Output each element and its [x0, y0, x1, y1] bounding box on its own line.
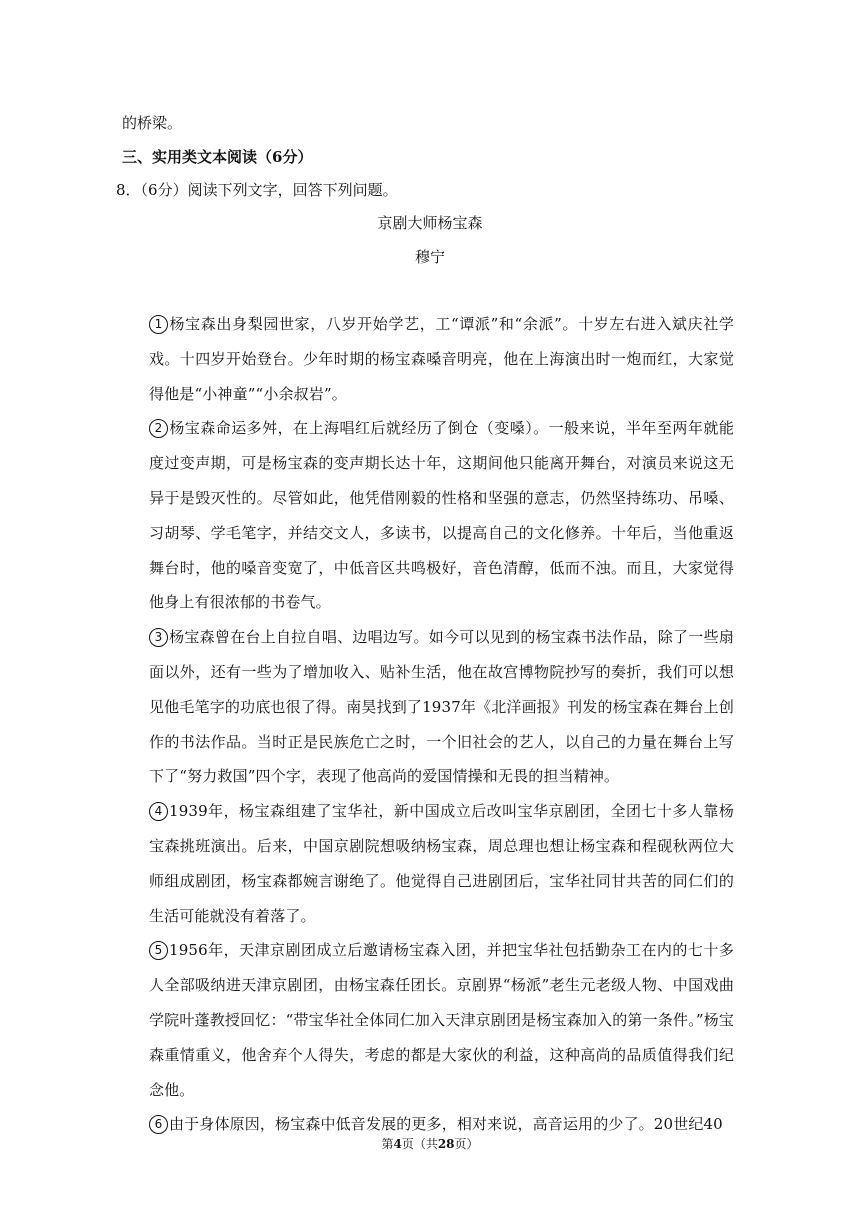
article-author: 穆宁 [414, 248, 445, 266]
paragraph-4 [149, 794, 734, 933]
paragraph-text: 杨宝森出身梨园世家，八岁开始学艺，工“谭派”和“余派”。十岁左右进入斌庆社学戏。十四岁开始登台。少年时期的杨宝森嗓音明亮，他在上海演出时一炮而红，大家觉得他是“小神童”“小余叔岩”。 [149, 315, 734, 403]
paragraph-text: 由于身体原因，杨宝森中低音发展的更多，相对来说，高音运用的少了。20世纪40 [169, 1115, 723, 1134]
footer-total-pages: 28 [437, 1137, 455, 1151]
paragraph-text: 1939年，杨宝森组建了宝华社，新中国成立后改叫宝华京剧团，全团七十多人靠杨宝森挑班演出。后来，中国京剧院想吸纳杨宝森，周总理也想让杨宝森和程砚秋两位大师组成剧团，杨宝森都婉言谢绝了。他觉得自己进剧团后，宝华社同甘共苦的同仁们的生活可能就没有着落了。 [149, 802, 734, 925]
paragraph-3 [149, 620, 734, 794]
previous-text-fragment: 的桥梁。 [122, 114, 183, 132]
paragraph-text: 杨宝森曾在台上自拉自唱、边唱边写。如今可以见到的杨宝森书法作品，除了一些扇面以外，还有一些为了增加收入、贴补生活，他在故宫博物院抄写的奏折，我们可以想见他毛笔字的功底也很了得。南昊找到了1937年《北洋画报》刊发的杨宝森在舞台上创作的书法作品。当时正是民族危亡之时，一个旧社会的艺人，以自己的力量在舞台上写下了“努力救国”四个字，表现了他高尚的爱国情操和无畏的担当精神。 [149, 628, 734, 786]
question-prompt: 8．（6分）阅读下列文字，回答下列问题。 [116, 181, 398, 199]
paragraph-number: 6 [149, 1115, 168, 1134]
page-footer [0, 1136, 860, 1152]
article-body [149, 307, 734, 1142]
footer-page-number: 4 [393, 1137, 402, 1151]
paragraph-text: 1956年，天津京剧团成立后邀请杨宝森入团，并把宝华社包括勤杂工在内的七十多人全部吸纳进天津京剧团，由杨宝森任团长。京剧界“杨派”老生元老级人物、中国戏曲学院叶蓬教授回忆：“带宝华社全体同仁加入天津京剧团是杨宝森加入的第一条件。”杨宝森重情重义，他舍弃个人得失，考虑的都是大家伙的利益，这种高尚的品质值得我们纪念他。 [149, 941, 734, 1099]
paragraph-1 [149, 307, 734, 411]
paragraph-number: 1 [149, 315, 168, 334]
footer-suffix: 页） [454, 1137, 479, 1151]
article-title: 京剧大师杨宝森 [377, 214, 483, 232]
section-heading: 三、实用类文本阅读（6分） [122, 148, 313, 166]
paragraph-number: 2 [149, 419, 168, 438]
paragraph-5 [149, 933, 734, 1107]
paragraph-2 [149, 411, 734, 620]
footer-mid: 页（共 [401, 1137, 438, 1151]
paragraph-text: 杨宝森命运多舛，在上海唱红后就经历了倒仓（变嗓）。一般来说，半年至两年就能度过变声期，可是杨宝森的变声期长达十年，这期间他只能离开舞台，对演员来说这无异于是毁灭性的。尽管如此，他凭借刚毅的性格和坚强的意志，仍然坚持练功、吊嗓、习胡琴、学毛笔字，并结交文人，多读书，以提高自己的文化修养。十年后，当他重返舞台时，他的嗓音变宽了，中低音区共鸣极好，音色清醇，低而不浊。而且，大家觉得他身上有很浓郁的书卷气。 [149, 419, 734, 612]
paragraph-number: 4 [149, 802, 168, 821]
footer-prefix: 第 [381, 1137, 394, 1151]
paragraph-number: 3 [149, 628, 168, 647]
paragraph-number: 5 [149, 941, 168, 960]
